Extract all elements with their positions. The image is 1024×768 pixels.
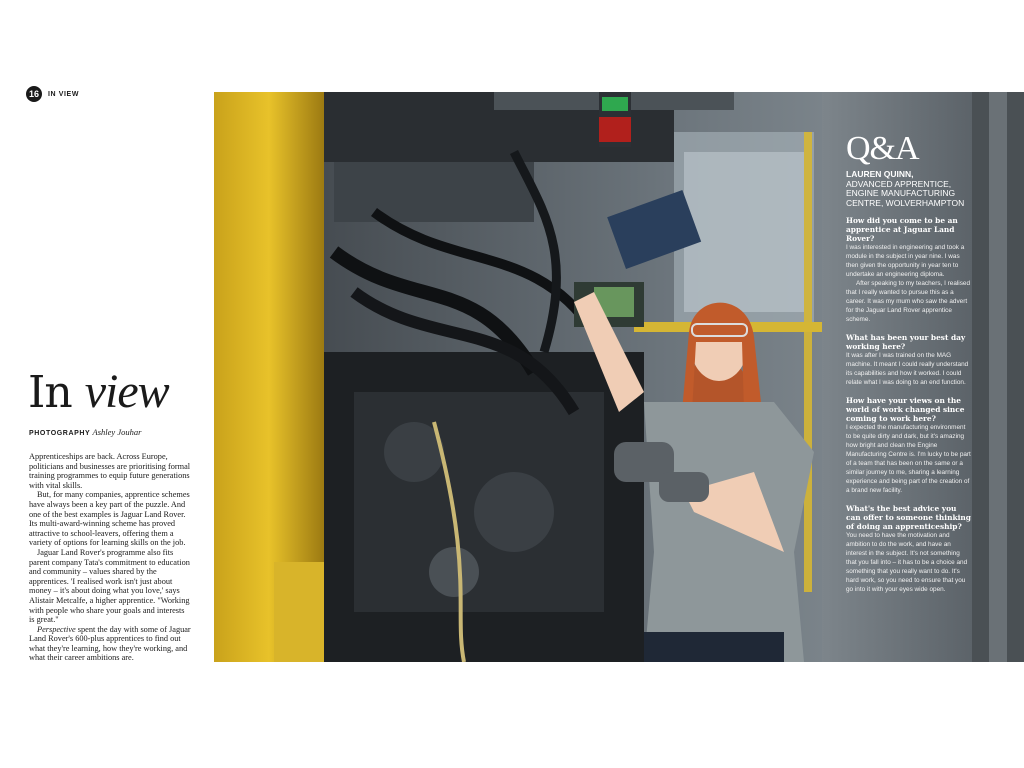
page-number: 16 [26,86,42,102]
qa-question: How did you come to be an apprentice at Jaguar Land Rover? [846,216,958,243]
headline-regular: In [28,367,85,418]
qa-answer: You need to have the motivation and ambition to do the work, and have an interest in the subject. It's not something that you fall into – it has to be a choice and something that you really want to do. It's hard work, so you need to ensure that you go into it with your eyes wide open. [846,532,968,593]
qa-answer-continued: After speaking to my teachers, I realised that I really wanted to pursue this as a career. It was my mum who saw the advert for the Jaguar Land Rover apprentice scheme. [846,280,971,323]
qa-logo: Q&A [846,130,919,167]
section-label: IN VIEW [48,90,80,98]
interviewee-role-line: CENTRE, WOLVERHAMPTON [846,197,965,208]
page-folio [26,86,79,102]
paragraph-rest: spent the day with some of Jaguar Land Rover's 600-plus apprentices to find out what they're learning, how they're working, and what their career ambitions are. [29,624,191,663]
interviewee-role-line: ENGINE MANUFACTURING [846,188,956,199]
interviewee-role-line: ADVANCED APPRENTICE, [846,178,952,189]
qa-body [846,216,972,603]
article-headline [28,365,169,418]
body-paragraph: Jaguar Land Rover's programme also fits parent company Tata's commitment to education and community – values shared by the apprentices. 'I realised work isn't just about money – it's about doing what you love,' says Alistair Metcalfe, a higher apprentice. "Working with people who share your goals and interests is great." [29,547,190,625]
interviewee-name: LAUREN QUINN, [846,169,914,179]
article-body [29,452,191,663]
qa-answer: It was after I was trained on the MAG machine. It meant I could really understand its capabilities and how it worked. I could relate what I was doing to an end function. [846,352,969,386]
qa-answer [846,243,972,324]
qa-answer: I expected the manufacturing environment to be quite dirty and dark, but it's amazing how bright and clean the Engine Manufacturing Centre is. I'm lucky to be part of a team that has been on the same or a similar journey to me, sharing a learning experience and being part of the creation of a brand new facility. [846,424,971,494]
body-paragraph: Apprenticeships are back. Across Europe, politicians and businesses are prioritising formal training programmes to equip future generations with vital skills. [29,452,191,490]
qa-question: What has been your best day working here? [846,333,966,351]
qa-question: How have your views on the world of work changed since coming to work here? [846,396,965,423]
credit-label: PHOTOGRAPHY [29,430,91,437]
qa-answer-text: I was interested in engineering and took a module in the subject in year nine. I was then given the opportunity in year ten to undertake an engineering diploma. [846,244,965,278]
qa-interviewee [846,170,970,208]
qa-question: What's the best advice you can offer to someone thinking of doing an apprenticeship? [846,504,971,531]
qa-panel [832,92,971,662]
headline-italic: view [84,365,169,418]
body-paragraph [29,625,191,663]
publication-name: Perspective [37,624,76,634]
body-paragraph: But, for many companies, apprentice schemes have always been a key part of the puzzle. And one of the best examples is Jaguar Land Rover. Its multi-award-winning scheme has proved attractive to school-leavers, offering them a variety of options for learning skills on the job. [29,490,190,548]
credit-name: Ashley Jouhar [92,427,142,437]
photo-credit [29,427,141,437]
